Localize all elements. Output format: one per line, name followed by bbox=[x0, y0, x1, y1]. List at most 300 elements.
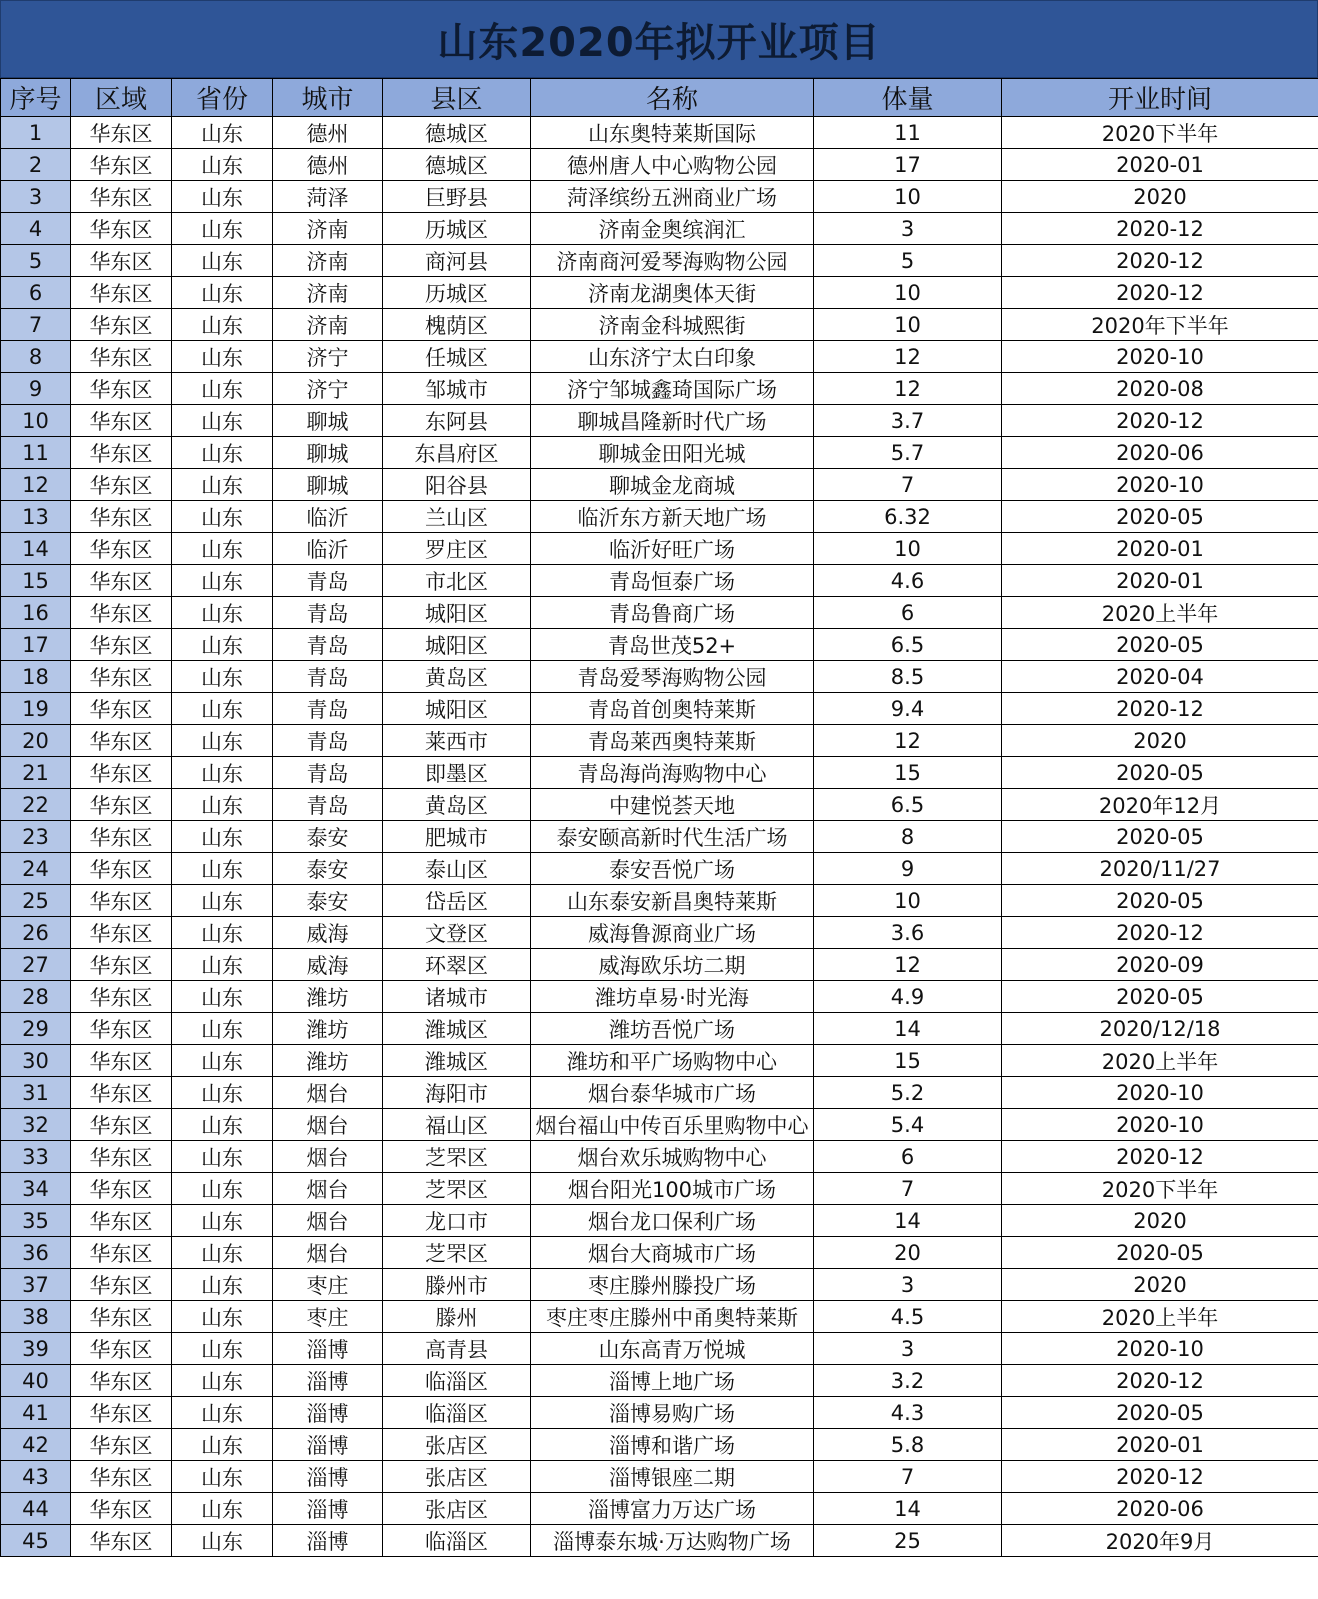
cell-district[interactable]: 黄岛区 bbox=[383, 789, 531, 821]
cell-index[interactable]: 3 bbox=[1, 181, 71, 213]
cell-index[interactable]: 41 bbox=[1, 1397, 71, 1429]
cell-province[interactable]: 山东 bbox=[172, 789, 273, 821]
cell-district[interactable]: 临淄区 bbox=[383, 1525, 531, 1557]
cell-region[interactable]: 华东区 bbox=[71, 245, 172, 277]
cell-name[interactable]: 泰安颐高新时代生活广场 bbox=[531, 821, 814, 853]
cell-city[interactable]: 淄博 bbox=[273, 1493, 383, 1525]
cell-size[interactable]: 12 bbox=[814, 725, 1002, 757]
cell-district[interactable]: 芝罘区 bbox=[383, 1141, 531, 1173]
cell-region[interactable]: 华东区 bbox=[71, 853, 172, 885]
cell-city[interactable]: 威海 bbox=[273, 949, 383, 981]
cell-size[interactable]: 5.2 bbox=[814, 1077, 1002, 1109]
cell-opening-time[interactable]: 2020/11/27 bbox=[1002, 853, 1318, 885]
cell-index[interactable]: 31 bbox=[1, 1077, 71, 1109]
cell-district[interactable]: 潍城区 bbox=[383, 1013, 531, 1045]
cell-city[interactable]: 烟台 bbox=[273, 1109, 383, 1141]
cell-region[interactable]: 华东区 bbox=[71, 469, 172, 501]
cell-index[interactable]: 7 bbox=[1, 309, 71, 341]
cell-province[interactable]: 山东 bbox=[172, 981, 273, 1013]
cell-name[interactable]: 聊城金田阳光城 bbox=[531, 437, 814, 469]
cell-index[interactable]: 29 bbox=[1, 1013, 71, 1045]
cell-index[interactable]: 26 bbox=[1, 917, 71, 949]
cell-size[interactable]: 7 bbox=[814, 469, 1002, 501]
cell-index[interactable]: 38 bbox=[1, 1301, 71, 1333]
cell-index[interactable]: 34 bbox=[1, 1173, 71, 1205]
cell-size[interactable]: 10 bbox=[814, 309, 1002, 341]
cell-name[interactable]: 山东奥特莱斯国际 bbox=[531, 117, 814, 149]
cell-district[interactable]: 滕州市 bbox=[383, 1269, 531, 1301]
cell-opening-time[interactable]: 2020-06 bbox=[1002, 1493, 1318, 1525]
cell-region[interactable]: 华东区 bbox=[71, 597, 172, 629]
cell-name[interactable]: 青岛莱西奥特莱斯 bbox=[531, 725, 814, 757]
cell-index[interactable]: 45 bbox=[1, 1525, 71, 1557]
cell-opening-time[interactable]: 2020-12 bbox=[1002, 1461, 1318, 1493]
cell-region[interactable]: 华东区 bbox=[71, 181, 172, 213]
cell-opening-time[interactable]: 2020-12 bbox=[1002, 693, 1318, 725]
cell-province[interactable]: 山东 bbox=[172, 821, 273, 853]
cell-opening-time[interactable]: 2020-12 bbox=[1002, 213, 1318, 245]
cell-province[interactable]: 山东 bbox=[172, 597, 273, 629]
cell-opening-time[interactable]: 2020-12 bbox=[1002, 917, 1318, 949]
cell-opening-time[interactable]: 2020-09 bbox=[1002, 949, 1318, 981]
cell-province[interactable]: 山东 bbox=[172, 1365, 273, 1397]
cell-province[interactable]: 山东 bbox=[172, 405, 273, 437]
cell-opening-time[interactable]: 2020-06 bbox=[1002, 437, 1318, 469]
cell-province[interactable]: 山东 bbox=[172, 853, 273, 885]
cell-index[interactable]: 16 bbox=[1, 597, 71, 629]
cell-province[interactable]: 山东 bbox=[172, 1109, 273, 1141]
cell-index[interactable]: 40 bbox=[1, 1365, 71, 1397]
cell-opening-time[interactable]: 2020-10 bbox=[1002, 1333, 1318, 1365]
cell-index[interactable]: 37 bbox=[1, 1269, 71, 1301]
cell-province[interactable]: 山东 bbox=[172, 1333, 273, 1365]
cell-region[interactable]: 华东区 bbox=[71, 1205, 172, 1237]
cell-city[interactable]: 淄博 bbox=[273, 1429, 383, 1461]
cell-district[interactable]: 莱西市 bbox=[383, 725, 531, 757]
cell-district[interactable]: 张店区 bbox=[383, 1461, 531, 1493]
cell-index[interactable]: 18 bbox=[1, 661, 71, 693]
cell-size[interactable]: 14 bbox=[814, 1205, 1002, 1237]
cell-opening-time[interactable]: 2020-08 bbox=[1002, 373, 1318, 405]
column-header-district[interactable]: 县区 bbox=[383, 79, 531, 117]
column-header-name[interactable]: 名称 bbox=[531, 79, 814, 117]
cell-size[interactable]: 10 bbox=[814, 181, 1002, 213]
cell-city[interactable]: 济南 bbox=[273, 213, 383, 245]
cell-district[interactable]: 环翠区 bbox=[383, 949, 531, 981]
cell-opening-time[interactable]: 2020 bbox=[1002, 1205, 1318, 1237]
cell-region[interactable]: 华东区 bbox=[71, 501, 172, 533]
cell-district[interactable]: 即墨区 bbox=[383, 757, 531, 789]
cell-district[interactable]: 临淄区 bbox=[383, 1365, 531, 1397]
cell-size[interactable]: 3.7 bbox=[814, 405, 1002, 437]
cell-index[interactable]: 36 bbox=[1, 1237, 71, 1269]
cell-opening-time[interactable]: 2020-05 bbox=[1002, 821, 1318, 853]
cell-name[interactable]: 青岛首创奥特莱斯 bbox=[531, 693, 814, 725]
cell-name[interactable]: 山东高青万悦城 bbox=[531, 1333, 814, 1365]
cell-index[interactable]: 30 bbox=[1, 1045, 71, 1077]
cell-size[interactable]: 6.5 bbox=[814, 629, 1002, 661]
cell-index[interactable]: 35 bbox=[1, 1205, 71, 1237]
cell-size[interactable]: 5.4 bbox=[814, 1109, 1002, 1141]
cell-name[interactable]: 烟台福山中传百乐里购物中心 bbox=[531, 1109, 814, 1141]
cell-size[interactable]: 10 bbox=[814, 885, 1002, 917]
column-header-size[interactable]: 体量 bbox=[814, 79, 1002, 117]
cell-size[interactable]: 4.9 bbox=[814, 981, 1002, 1013]
cell-district[interactable]: 东阿县 bbox=[383, 405, 531, 437]
cell-opening-time[interactable]: 2020-10 bbox=[1002, 1077, 1318, 1109]
cell-index[interactable]: 39 bbox=[1, 1333, 71, 1365]
cell-district[interactable]: 任城区 bbox=[383, 341, 531, 373]
cell-city[interactable]: 烟台 bbox=[273, 1077, 383, 1109]
cell-index[interactable]: 8 bbox=[1, 341, 71, 373]
cell-city[interactable]: 泰安 bbox=[273, 853, 383, 885]
cell-opening-time[interactable]: 2020上半年 bbox=[1002, 597, 1318, 629]
column-header-index[interactable]: 序号 bbox=[1, 79, 71, 117]
cell-region[interactable]: 华东区 bbox=[71, 1013, 172, 1045]
cell-province[interactable]: 山东 bbox=[172, 117, 273, 149]
cell-size[interactable]: 3 bbox=[814, 1269, 1002, 1301]
cell-index[interactable]: 10 bbox=[1, 405, 71, 437]
cell-region[interactable]: 华东区 bbox=[71, 533, 172, 565]
cell-province[interactable]: 山东 bbox=[172, 341, 273, 373]
cell-province[interactable]: 山东 bbox=[172, 757, 273, 789]
cell-size[interactable]: 5.7 bbox=[814, 437, 1002, 469]
cell-opening-time[interactable]: 2020下半年 bbox=[1002, 1173, 1318, 1205]
cell-name[interactable]: 枣庄枣庄滕州中甬奥特莱斯 bbox=[531, 1301, 814, 1333]
cell-size[interactable]: 9.4 bbox=[814, 693, 1002, 725]
cell-name[interactable]: 青岛鲁商广场 bbox=[531, 597, 814, 629]
cell-index[interactable]: 6 bbox=[1, 277, 71, 309]
cell-index[interactable]: 44 bbox=[1, 1493, 71, 1525]
cell-city[interactable]: 威海 bbox=[273, 917, 383, 949]
cell-province[interactable]: 山东 bbox=[172, 533, 273, 565]
cell-region[interactable]: 华东区 bbox=[71, 725, 172, 757]
cell-province[interactable]: 山东 bbox=[172, 501, 273, 533]
cell-city[interactable]: 烟台 bbox=[273, 1205, 383, 1237]
cell-name[interactable]: 青岛世茂52+ bbox=[531, 629, 814, 661]
cell-region[interactable]: 华东区 bbox=[71, 1237, 172, 1269]
cell-opening-time[interactable]: 2020-12 bbox=[1002, 1365, 1318, 1397]
cell-province[interactable]: 山东 bbox=[172, 1237, 273, 1269]
cell-index[interactable]: 22 bbox=[1, 789, 71, 821]
cell-size[interactable]: 6.32 bbox=[814, 501, 1002, 533]
cell-opening-time[interactable]: 2020下半年 bbox=[1002, 117, 1318, 149]
cell-province[interactable]: 山东 bbox=[172, 245, 273, 277]
cell-province[interactable]: 山东 bbox=[172, 1429, 273, 1461]
cell-province[interactable]: 山东 bbox=[172, 725, 273, 757]
cell-province[interactable]: 山东 bbox=[172, 917, 273, 949]
cell-index[interactable]: 17 bbox=[1, 629, 71, 661]
cell-province[interactable]: 山东 bbox=[172, 277, 273, 309]
cell-district[interactable]: 市北区 bbox=[383, 565, 531, 597]
cell-opening-time[interactable]: 2020-05 bbox=[1002, 885, 1318, 917]
cell-region[interactable]: 华东区 bbox=[71, 1333, 172, 1365]
cell-district[interactable]: 张店区 bbox=[383, 1493, 531, 1525]
cell-district[interactable]: 邹城市 bbox=[383, 373, 531, 405]
cell-province[interactable]: 山东 bbox=[172, 373, 273, 405]
cell-index[interactable]: 24 bbox=[1, 853, 71, 885]
cell-city[interactable]: 潍坊 bbox=[273, 1013, 383, 1045]
cell-city[interactable]: 烟台 bbox=[273, 1237, 383, 1269]
cell-size[interactable]: 6 bbox=[814, 1141, 1002, 1173]
cell-district[interactable]: 槐荫区 bbox=[383, 309, 531, 341]
cell-district[interactable]: 东昌府区 bbox=[383, 437, 531, 469]
cell-index[interactable]: 2 bbox=[1, 149, 71, 181]
cell-region[interactable]: 华东区 bbox=[71, 565, 172, 597]
cell-province[interactable]: 山东 bbox=[172, 661, 273, 693]
cell-region[interactable]: 华东区 bbox=[71, 1525, 172, 1557]
cell-opening-time[interactable]: 2020年下半年 bbox=[1002, 309, 1318, 341]
cell-city[interactable]: 青岛 bbox=[273, 725, 383, 757]
cell-city[interactable]: 济南 bbox=[273, 309, 383, 341]
cell-district[interactable]: 高青县 bbox=[383, 1333, 531, 1365]
cell-region[interactable]: 华东区 bbox=[71, 693, 172, 725]
cell-district[interactable]: 岱岳区 bbox=[383, 885, 531, 917]
cell-size[interactable]: 12 bbox=[814, 373, 1002, 405]
cell-district[interactable]: 德城区 bbox=[383, 149, 531, 181]
cell-opening-time[interactable]: 2020/12/18 bbox=[1002, 1013, 1318, 1045]
cell-city[interactable]: 枣庄 bbox=[273, 1269, 383, 1301]
cell-region[interactable]: 华东区 bbox=[71, 629, 172, 661]
cell-opening-time[interactable]: 2020-01 bbox=[1002, 533, 1318, 565]
cell-region[interactable]: 华东区 bbox=[71, 661, 172, 693]
cell-city[interactable]: 淄博 bbox=[273, 1397, 383, 1429]
cell-province[interactable]: 山东 bbox=[172, 181, 273, 213]
cell-index[interactable]: 11 bbox=[1, 437, 71, 469]
cell-name[interactable]: 枣庄滕州滕投广场 bbox=[531, 1269, 814, 1301]
cell-city[interactable]: 淄博 bbox=[273, 1461, 383, 1493]
cell-size[interactable]: 3 bbox=[814, 1333, 1002, 1365]
cell-region[interactable]: 华东区 bbox=[71, 437, 172, 469]
cell-province[interactable]: 山东 bbox=[172, 1045, 273, 1077]
cell-name[interactable]: 淄博和谐广场 bbox=[531, 1429, 814, 1461]
cell-district[interactable]: 城阳区 bbox=[383, 693, 531, 725]
cell-size[interactable]: 10 bbox=[814, 277, 1002, 309]
cell-city[interactable]: 聊城 bbox=[273, 469, 383, 501]
cell-region[interactable]: 华东区 bbox=[71, 917, 172, 949]
cell-district[interactable]: 海阳市 bbox=[383, 1077, 531, 1109]
cell-index[interactable]: 1 bbox=[1, 117, 71, 149]
cell-region[interactable]: 华东区 bbox=[71, 981, 172, 1013]
cell-index[interactable]: 25 bbox=[1, 885, 71, 917]
cell-city[interactable]: 潍坊 bbox=[273, 981, 383, 1013]
cell-province[interactable]: 山东 bbox=[172, 565, 273, 597]
cell-district[interactable]: 商河县 bbox=[383, 245, 531, 277]
cell-name[interactable]: 烟台阳光100城市广场 bbox=[531, 1173, 814, 1205]
cell-city[interactable]: 济南 bbox=[273, 245, 383, 277]
cell-region[interactable]: 华东区 bbox=[71, 1077, 172, 1109]
cell-name[interactable]: 青岛爱琴海购物公园 bbox=[531, 661, 814, 693]
cell-opening-time[interactable]: 2020-12 bbox=[1002, 405, 1318, 437]
cell-name[interactable]: 济南龙湖奥体天街 bbox=[531, 277, 814, 309]
cell-size[interactable]: 6.5 bbox=[814, 789, 1002, 821]
cell-index[interactable]: 4 bbox=[1, 213, 71, 245]
cell-city[interactable]: 聊城 bbox=[273, 437, 383, 469]
cell-region[interactable]: 华东区 bbox=[71, 1045, 172, 1077]
cell-district[interactable]: 张店区 bbox=[383, 1429, 531, 1461]
cell-name[interactable]: 淄博上地广场 bbox=[531, 1365, 814, 1397]
cell-name[interactable]: 淄博易购广场 bbox=[531, 1397, 814, 1429]
cell-size[interactable]: 3.6 bbox=[814, 917, 1002, 949]
cell-index[interactable]: 32 bbox=[1, 1109, 71, 1141]
cell-city[interactable]: 淄博 bbox=[273, 1365, 383, 1397]
cell-region[interactable]: 华东区 bbox=[71, 1429, 172, 1461]
cell-district[interactable]: 德城区 bbox=[383, 117, 531, 149]
cell-opening-time[interactable]: 2020 bbox=[1002, 181, 1318, 213]
cell-district[interactable]: 历城区 bbox=[383, 213, 531, 245]
cell-index[interactable]: 42 bbox=[1, 1429, 71, 1461]
cell-province[interactable]: 山东 bbox=[172, 693, 273, 725]
cell-opening-time[interactable]: 2020-01 bbox=[1002, 149, 1318, 181]
cell-opening-time[interactable]: 2020-10 bbox=[1002, 469, 1318, 501]
cell-opening-time[interactable]: 2020-05 bbox=[1002, 501, 1318, 533]
cell-size[interactable]: 20 bbox=[814, 1237, 1002, 1269]
cell-name[interactable]: 青岛恒泰广场 bbox=[531, 565, 814, 597]
cell-index[interactable]: 28 bbox=[1, 981, 71, 1013]
cell-name[interactable]: 威海鲁源商业广场 bbox=[531, 917, 814, 949]
column-header-province[interactable]: 省份 bbox=[172, 79, 273, 117]
cell-name[interactable]: 聊城昌隆新时代广场 bbox=[531, 405, 814, 437]
column-header-opening-time[interactable]: 开业时间 bbox=[1002, 79, 1318, 117]
cell-size[interactable]: 4.5 bbox=[814, 1301, 1002, 1333]
cell-city[interactable]: 泰安 bbox=[273, 885, 383, 917]
cell-city[interactable]: 临沂 bbox=[273, 533, 383, 565]
cell-region[interactable]: 华东区 bbox=[71, 949, 172, 981]
cell-province[interactable]: 山东 bbox=[172, 1525, 273, 1557]
cell-region[interactable]: 华东区 bbox=[71, 1301, 172, 1333]
cell-opening-time[interactable]: 2020上半年 bbox=[1002, 1045, 1318, 1077]
cell-opening-time[interactable]: 2020年12月 bbox=[1002, 789, 1318, 821]
cell-index[interactable]: 20 bbox=[1, 725, 71, 757]
cell-district[interactable]: 临淄区 bbox=[383, 1397, 531, 1429]
cell-size[interactable]: 17 bbox=[814, 149, 1002, 181]
cell-city[interactable]: 青岛 bbox=[273, 693, 383, 725]
cell-region[interactable]: 华东区 bbox=[71, 213, 172, 245]
cell-region[interactable]: 华东区 bbox=[71, 117, 172, 149]
cell-size[interactable]: 8 bbox=[814, 821, 1002, 853]
cell-name[interactable]: 潍坊和平广场购物中心 bbox=[531, 1045, 814, 1077]
cell-province[interactable]: 山东 bbox=[172, 1205, 273, 1237]
cell-province[interactable]: 山东 bbox=[172, 885, 273, 917]
cell-name[interactable]: 潍坊卓易·时光海 bbox=[531, 981, 814, 1013]
cell-city[interactable]: 济宁 bbox=[273, 373, 383, 405]
cell-opening-time[interactable]: 2020-01 bbox=[1002, 1429, 1318, 1461]
cell-name[interactable]: 烟台泰华城市广场 bbox=[531, 1077, 814, 1109]
cell-district[interactable]: 芝罘区 bbox=[383, 1173, 531, 1205]
cell-size[interactable]: 3.2 bbox=[814, 1365, 1002, 1397]
cell-index[interactable]: 33 bbox=[1, 1141, 71, 1173]
cell-province[interactable]: 山东 bbox=[172, 1269, 273, 1301]
cell-index[interactable]: 27 bbox=[1, 949, 71, 981]
cell-name[interactable]: 淄博富力万达广场 bbox=[531, 1493, 814, 1525]
cell-region[interactable]: 华东区 bbox=[71, 885, 172, 917]
cell-city[interactable]: 菏泽 bbox=[273, 181, 383, 213]
cell-size[interactable]: 10 bbox=[814, 533, 1002, 565]
cell-size[interactable]: 12 bbox=[814, 341, 1002, 373]
cell-size[interactable]: 14 bbox=[814, 1013, 1002, 1045]
cell-province[interactable]: 山东 bbox=[172, 469, 273, 501]
cell-city[interactable]: 青岛 bbox=[273, 789, 383, 821]
cell-province[interactable]: 山东 bbox=[172, 437, 273, 469]
cell-index[interactable]: 23 bbox=[1, 821, 71, 853]
cell-city[interactable]: 泰安 bbox=[273, 821, 383, 853]
cell-province[interactable]: 山东 bbox=[172, 1013, 273, 1045]
cell-city[interactable]: 德州 bbox=[273, 117, 383, 149]
cell-region[interactable]: 华东区 bbox=[71, 1493, 172, 1525]
cell-opening-time[interactable]: 2020-05 bbox=[1002, 981, 1318, 1013]
column-header-city[interactable]: 城市 bbox=[273, 79, 383, 117]
cell-province[interactable]: 山东 bbox=[172, 1397, 273, 1429]
cell-index[interactable]: 14 bbox=[1, 533, 71, 565]
cell-region[interactable]: 华东区 bbox=[71, 373, 172, 405]
cell-index[interactable]: 12 bbox=[1, 469, 71, 501]
cell-district[interactable]: 龙口市 bbox=[383, 1205, 531, 1237]
cell-name[interactable]: 山东泰安新昌奥特莱斯 bbox=[531, 885, 814, 917]
cell-region[interactable]: 华东区 bbox=[71, 1365, 172, 1397]
cell-index[interactable]: 19 bbox=[1, 693, 71, 725]
cell-opening-time[interactable]: 2020-10 bbox=[1002, 1109, 1318, 1141]
cell-region[interactable]: 华东区 bbox=[71, 277, 172, 309]
cell-city[interactable]: 德州 bbox=[273, 149, 383, 181]
cell-province[interactable]: 山东 bbox=[172, 1173, 273, 1205]
cell-region[interactable]: 华东区 bbox=[71, 789, 172, 821]
cell-region[interactable]: 华东区 bbox=[71, 341, 172, 373]
cell-size[interactable]: 8.5 bbox=[814, 661, 1002, 693]
cell-district[interactable]: 福山区 bbox=[383, 1109, 531, 1141]
cell-district[interactable]: 泰山区 bbox=[383, 853, 531, 885]
cell-size[interactable]: 7 bbox=[814, 1173, 1002, 1205]
cell-size[interactable]: 6 bbox=[814, 597, 1002, 629]
cell-district[interactable]: 潍城区 bbox=[383, 1045, 531, 1077]
cell-size[interactable]: 5.8 bbox=[814, 1429, 1002, 1461]
cell-index[interactable]: 15 bbox=[1, 565, 71, 597]
cell-opening-time[interactable]: 2020 bbox=[1002, 1269, 1318, 1301]
cell-name[interactable]: 淄博银座二期 bbox=[531, 1461, 814, 1493]
cell-district[interactable]: 兰山区 bbox=[383, 501, 531, 533]
cell-city[interactable]: 淄博 bbox=[273, 1333, 383, 1365]
cell-province[interactable]: 山东 bbox=[172, 309, 273, 341]
cell-district[interactable]: 城阳区 bbox=[383, 597, 531, 629]
cell-opening-time[interactable]: 2020-05 bbox=[1002, 629, 1318, 661]
cell-index[interactable]: 21 bbox=[1, 757, 71, 789]
cell-name[interactable]: 临沂东方新天地广场 bbox=[531, 501, 814, 533]
cell-size[interactable]: 12 bbox=[814, 949, 1002, 981]
cell-index[interactable]: 43 bbox=[1, 1461, 71, 1493]
cell-city[interactable]: 潍坊 bbox=[273, 1045, 383, 1077]
cell-name[interactable]: 烟台龙口保利广场 bbox=[531, 1205, 814, 1237]
cell-region[interactable]: 华东区 bbox=[71, 1173, 172, 1205]
cell-region[interactable]: 华东区 bbox=[71, 1269, 172, 1301]
cell-opening-time[interactable]: 2020-05 bbox=[1002, 1397, 1318, 1429]
cell-index[interactable]: 5 bbox=[1, 245, 71, 277]
cell-size[interactable]: 5 bbox=[814, 245, 1002, 277]
cell-opening-time[interactable]: 2020-01 bbox=[1002, 565, 1318, 597]
cell-size[interactable]: 15 bbox=[814, 1045, 1002, 1077]
cell-city[interactable]: 济南 bbox=[273, 277, 383, 309]
cell-province[interactable]: 山东 bbox=[172, 1461, 273, 1493]
cell-district[interactable]: 芝罘区 bbox=[383, 1237, 531, 1269]
cell-name[interactable]: 中建悦荟天地 bbox=[531, 789, 814, 821]
cell-opening-time[interactable]: 2020-12 bbox=[1002, 277, 1318, 309]
cell-opening-time[interactable]: 2020上半年 bbox=[1002, 1301, 1318, 1333]
cell-opening-time[interactable]: 2020-04 bbox=[1002, 661, 1318, 693]
cell-region[interactable]: 华东区 bbox=[71, 1109, 172, 1141]
cell-name[interactable]: 泰安吾悦广场 bbox=[531, 853, 814, 885]
cell-city[interactable]: 青岛 bbox=[273, 661, 383, 693]
cell-name[interactable]: 济南商河爱琴海购物公园 bbox=[531, 245, 814, 277]
cell-region[interactable]: 华东区 bbox=[71, 821, 172, 853]
cell-city[interactable]: 聊城 bbox=[273, 405, 383, 437]
